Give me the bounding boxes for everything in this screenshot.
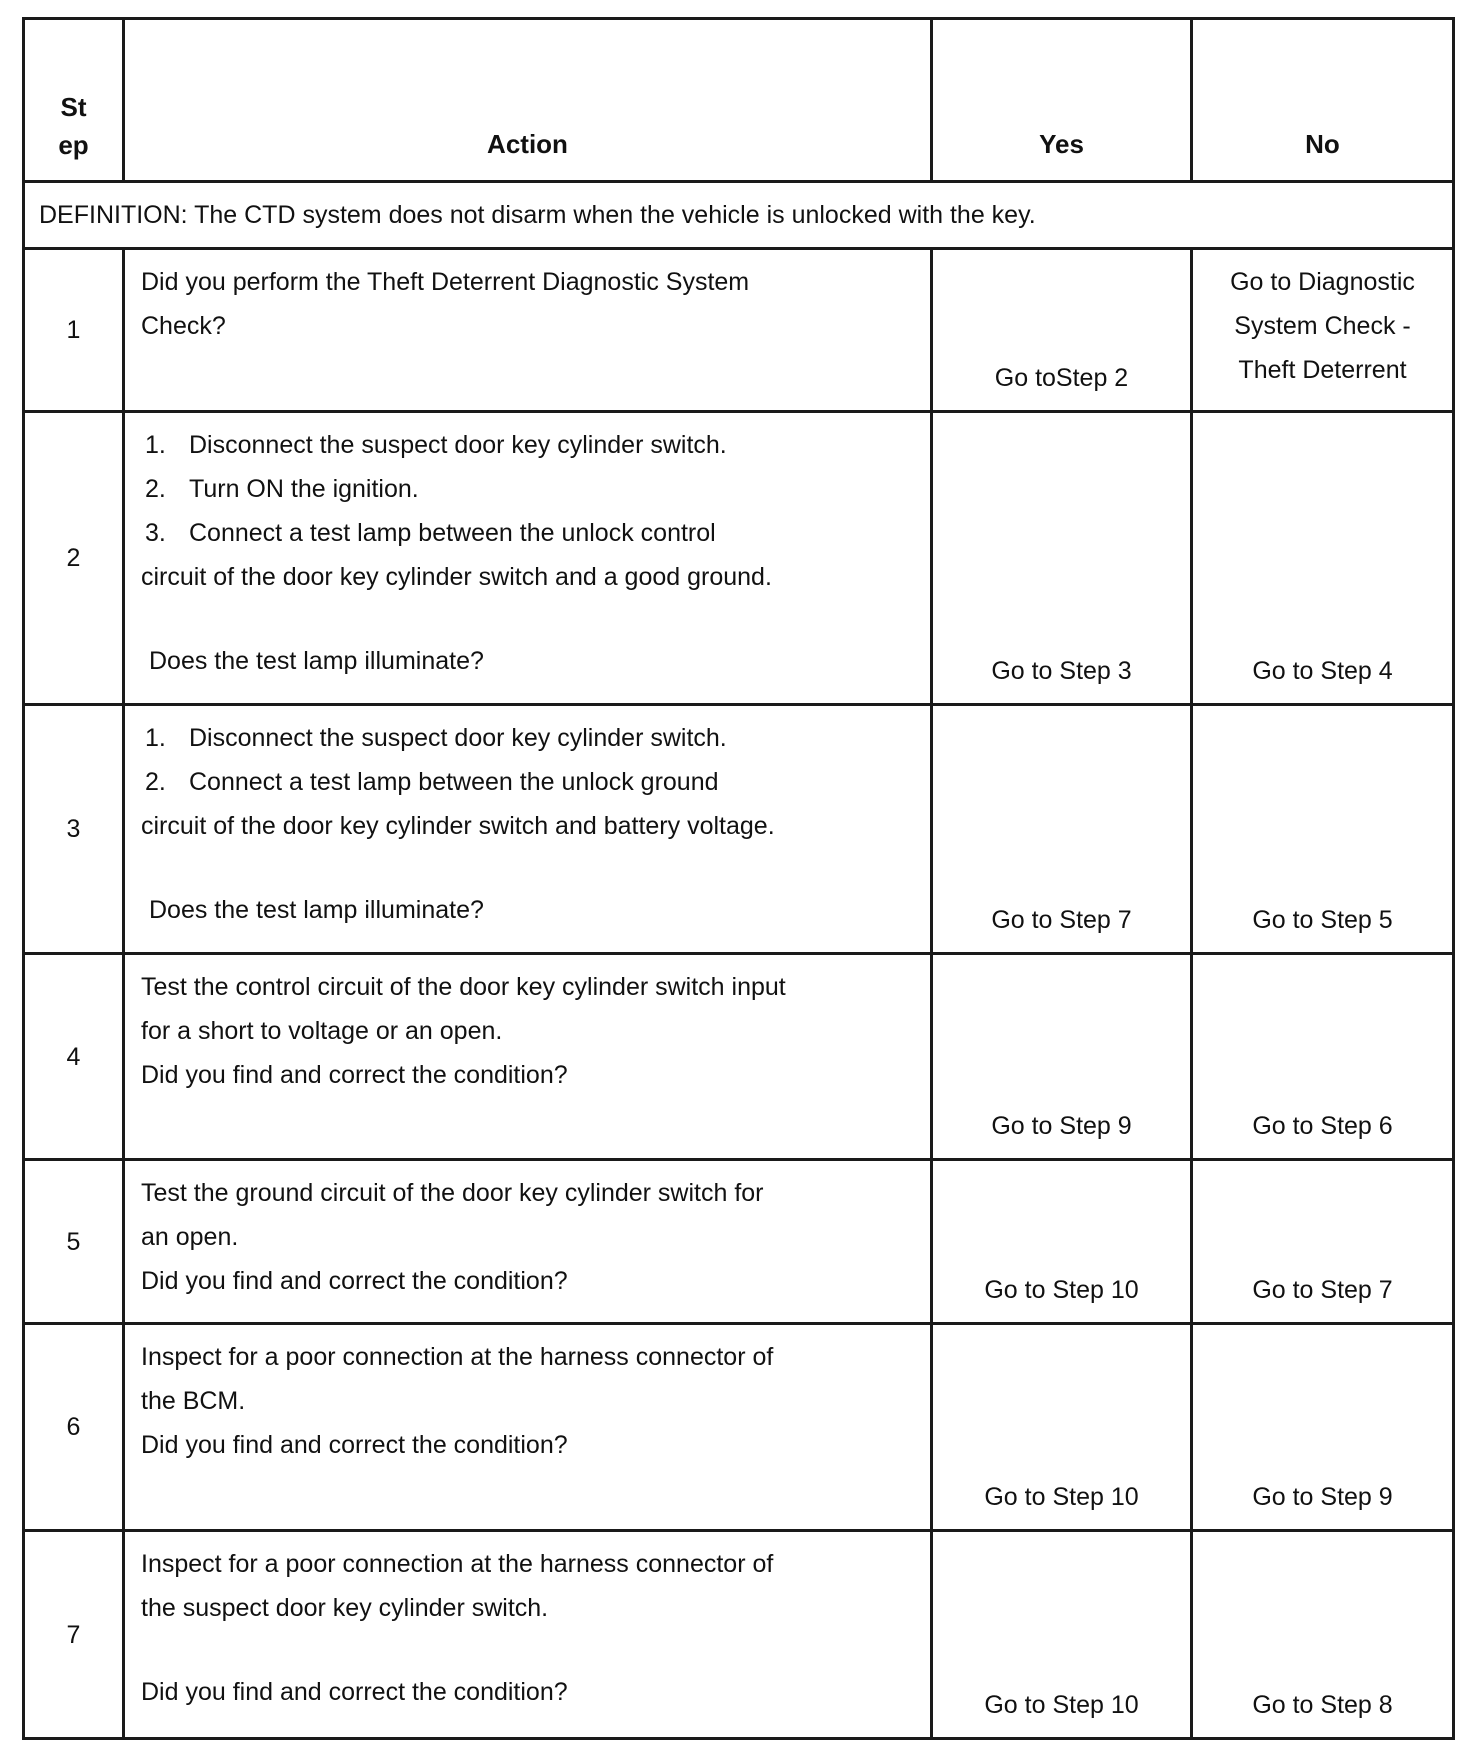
no-cell: Go to Step 9 xyxy=(1192,1324,1454,1531)
action-line: an open. xyxy=(141,1223,239,1251)
action-line: Did you find and correct the condition? xyxy=(141,1061,568,1089)
step-number: 4 xyxy=(24,954,124,1160)
step-number: 3 xyxy=(24,705,124,954)
header-action: Action xyxy=(124,19,932,182)
list-item: 1. Disconnect the suspect door key cylinder switch. xyxy=(145,431,727,459)
yes-cell: Go to Step 9 xyxy=(932,954,1192,1160)
step-number: 1 xyxy=(24,249,124,412)
action-line: the BCM. xyxy=(141,1387,246,1415)
list-item: 2. Connect a test lamp between the unlock ground xyxy=(145,768,719,796)
action-line: Check? xyxy=(141,312,226,340)
table-row xyxy=(24,412,1454,705)
no-cell: Go to Step 8 xyxy=(1192,1531,1454,1739)
list-item: 2. Turn ON the ignition. xyxy=(145,475,419,503)
action-cell xyxy=(124,249,932,412)
step-number: 5 xyxy=(24,1160,124,1324)
header-row xyxy=(24,19,1454,182)
step-number: 7 xyxy=(24,1531,124,1739)
action-cell xyxy=(124,412,932,705)
action-line: Inspect for a poor connection at the harness connector of xyxy=(141,1550,774,1578)
action-question: Does the test lamp illuminate? xyxy=(149,896,484,924)
no-cell: Go to Step 6 xyxy=(1192,954,1454,1160)
yes-cell: Go to Step 10 xyxy=(932,1531,1192,1739)
table-row xyxy=(24,705,1454,954)
action-line: the suspect door key cylinder switch. xyxy=(141,1594,549,1622)
action-line: Did you find and correct the condition? xyxy=(141,1267,568,1295)
header-yes: Yes xyxy=(932,19,1192,182)
action-line: Did you perform the Theft Deterrent Diagnostic System xyxy=(141,268,750,296)
no-cell: Go to Step 4 xyxy=(1192,412,1454,705)
action-line: Test the ground circuit of the door key cylinder switch for xyxy=(141,1179,764,1207)
yes-cell: Go to Step 3 xyxy=(932,412,1192,705)
action-line: Test the control circuit of the door key cylinder switch input xyxy=(141,973,786,1001)
table-row xyxy=(24,954,1454,1160)
header-no: No xyxy=(1192,19,1454,182)
yes-cell: Go to Step 7 xyxy=(932,705,1192,954)
action-question: Did you find and correct the condition? xyxy=(141,1678,568,1706)
action-cell xyxy=(124,954,932,1160)
definition-row xyxy=(24,182,1454,249)
step-number: 6 xyxy=(24,1324,124,1531)
action-line: Inspect for a poor connection at the harness connector of xyxy=(141,1343,774,1371)
action-cell xyxy=(124,1324,932,1531)
diagnostic-table xyxy=(22,17,1455,1740)
yes-cell: Go to Step 10 xyxy=(932,1160,1192,1324)
action-cell xyxy=(124,705,932,954)
table-row xyxy=(24,1531,1454,1739)
action-line: circuit of the door key cylinder switch and battery voltage. xyxy=(141,812,775,840)
action-cell xyxy=(124,1160,932,1324)
definition-text: DEFINITION: The CTD system does not disarm when the vehicle is unlocked with the key. xyxy=(24,182,1454,249)
action-line: Did you find and correct the condition? xyxy=(141,1431,568,1459)
yes-cell: Go toStep 2 xyxy=(932,249,1192,412)
list-item: 1. Disconnect the suspect door key cylinder switch. xyxy=(145,724,727,752)
action-question: Does the test lamp illuminate? xyxy=(149,647,484,675)
list-item: 3. Connect a test lamp between the unlock control xyxy=(145,519,716,547)
header-step: St ep xyxy=(24,19,124,182)
no-cell: Go to Diagnostic System Check - Theft Deterrent xyxy=(1192,249,1454,412)
table-row xyxy=(24,249,1454,412)
table-row xyxy=(24,1324,1454,1531)
yes-cell: Go to Step 10 xyxy=(932,1324,1192,1531)
action-line: for a short to voltage or an open. xyxy=(141,1017,503,1045)
action-line: circuit of the door key cylinder switch and a good ground. xyxy=(141,563,772,591)
step-number: 2 xyxy=(24,412,124,705)
table-row xyxy=(24,1160,1454,1324)
action-cell xyxy=(124,1531,932,1739)
no-cell: Go to Step 7 xyxy=(1192,1160,1454,1324)
no-cell: Go to Step 5 xyxy=(1192,705,1454,954)
